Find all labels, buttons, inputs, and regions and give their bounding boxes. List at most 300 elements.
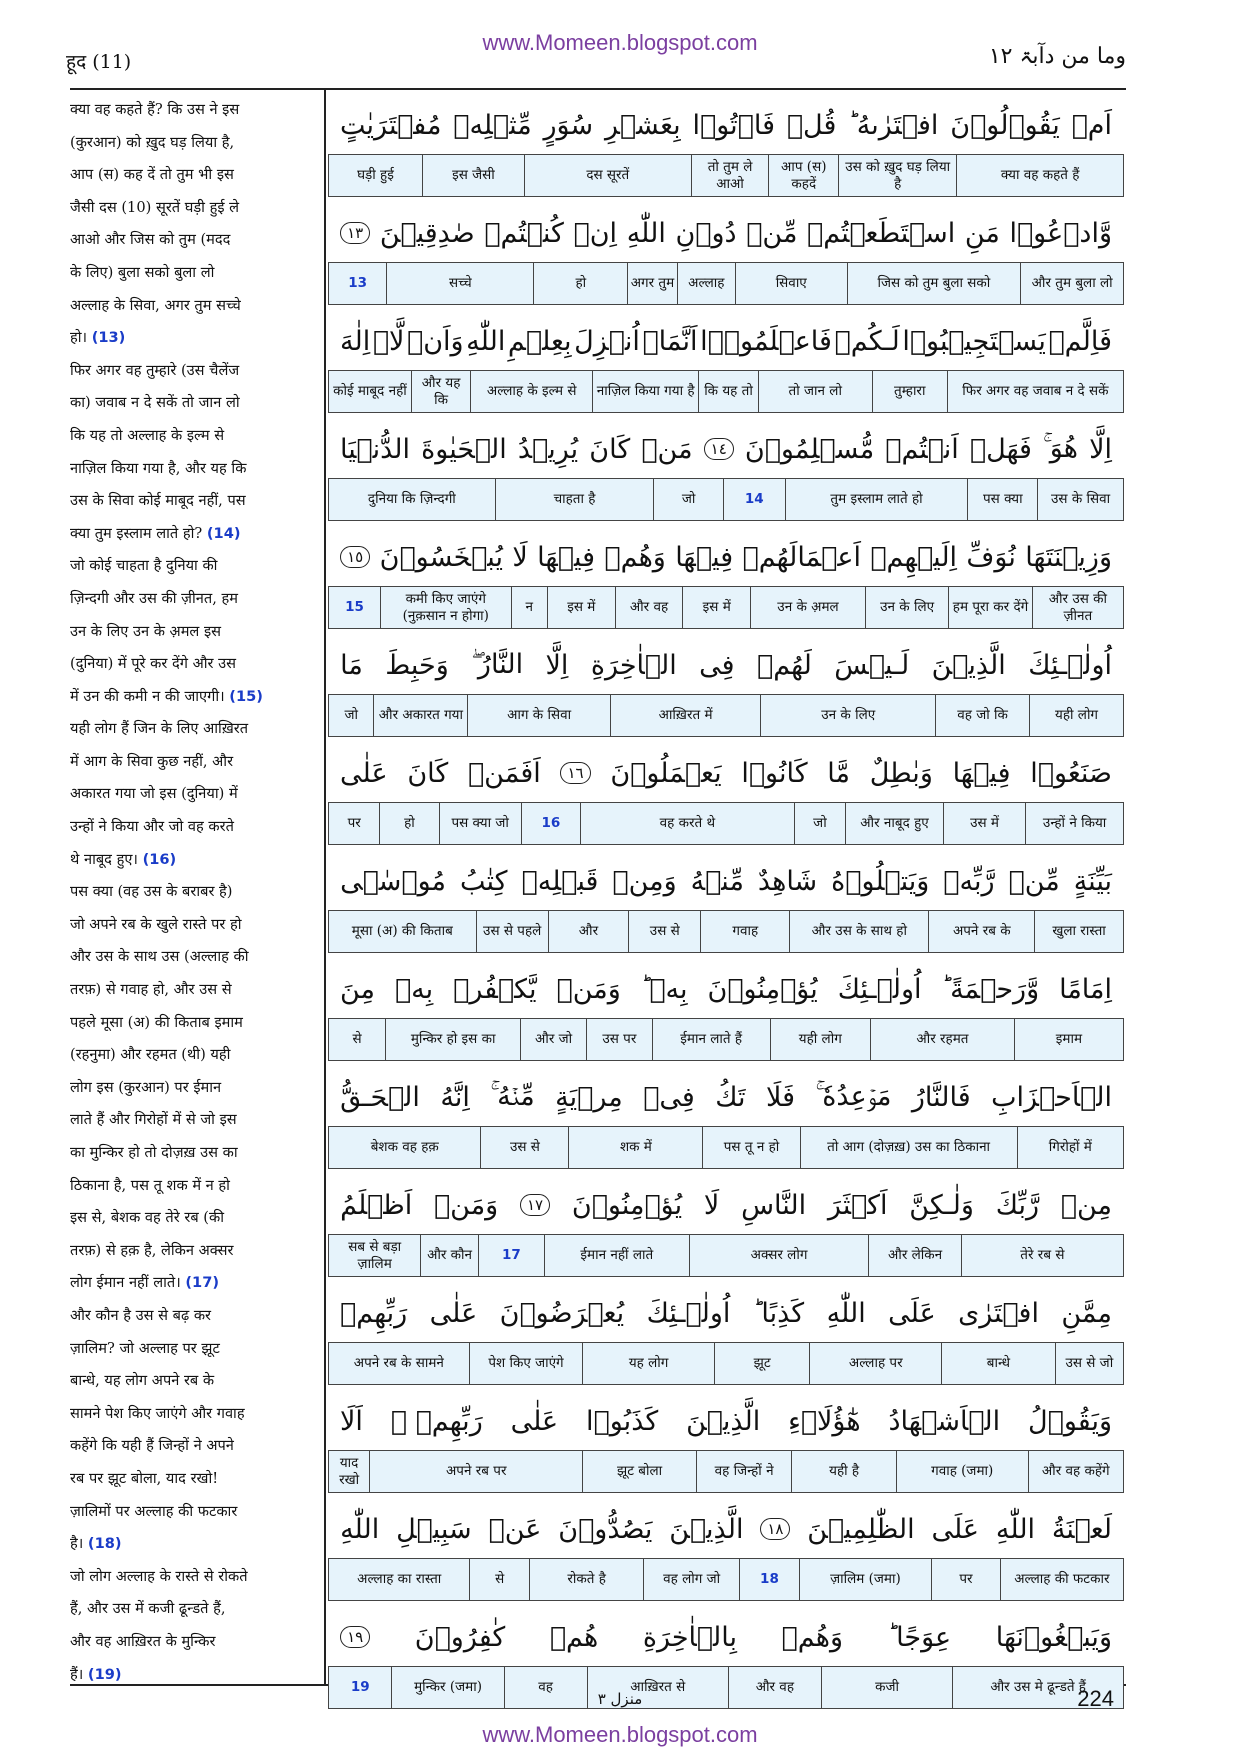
translation-line: में आग के सिवा कुछ नहीं, और bbox=[70, 752, 234, 770]
arabic-line bbox=[326, 1176, 1126, 1234]
arabic-word: فَاۡتُوۡا bbox=[692, 109, 775, 141]
arabic-word: هُوَ ۚ bbox=[1043, 433, 1078, 464]
arabic-word: سُوَرٍ bbox=[543, 109, 594, 141]
gloss-cell: तो तुम ले आओ bbox=[691, 155, 769, 196]
gloss-cell: अपने रब के bbox=[928, 911, 1034, 952]
translation-line: जो अपने रब के खुले रास्ते पर हो bbox=[70, 915, 242, 933]
translation-text: है। bbox=[70, 1535, 84, 1553]
arabic-word: مَّا bbox=[827, 757, 850, 789]
gloss-cell: कमी किए जाएंगे (नुक़सान न होगा) bbox=[380, 587, 510, 628]
gloss-cell: बेशक वह हक़ bbox=[370, 1139, 439, 1155]
gloss-cell: जो bbox=[344, 707, 358, 723]
gloss-row bbox=[328, 1450, 1124, 1493]
arabic-word: وَهُمۡ bbox=[781, 1621, 843, 1653]
gloss-cell: उन के लिए bbox=[760, 695, 935, 736]
arabic-word: النَّارُ ۖ bbox=[471, 649, 524, 680]
translation-text: थे नाबूद हुए। bbox=[70, 850, 138, 868]
verse-block bbox=[326, 1280, 1126, 1388]
gloss-cell: दुनिया कि ज़िन्दगी bbox=[367, 491, 456, 507]
arabic-word: الۡاٰخِرَةِ bbox=[590, 649, 677, 681]
arabic-word: اِلٰهَ bbox=[340, 325, 371, 357]
gloss-row bbox=[328, 1342, 1124, 1385]
gloss-cell: झूट बोला bbox=[582, 1451, 696, 1492]
translation-line: उस के सिवा कोई माबूद नहीं, पस bbox=[70, 492, 246, 510]
gloss-verse-number: 16 bbox=[521, 803, 580, 844]
gloss-cell: उस से पहले bbox=[476, 911, 548, 952]
arabic-word: مِّنۡهُ ۚ bbox=[490, 1081, 535, 1112]
gloss-cell: उस से bbox=[480, 1127, 568, 1168]
arabic-word: شَاهِدٌ bbox=[757, 865, 818, 897]
gloss-verse-number: 15 bbox=[345, 599, 364, 615]
arabic-word: لَـكُمۡ bbox=[834, 325, 900, 357]
gloss-cell: अगर तुम bbox=[627, 263, 676, 304]
gloss-row bbox=[328, 1234, 1124, 1277]
gloss-cell: अल्लाह के इल्म से bbox=[470, 371, 592, 412]
arabic-word: اِلَيۡهِمۡ bbox=[870, 541, 958, 573]
arabic-word: يَّكۡفُرۡ bbox=[453, 973, 537, 1005]
gloss-cell: ज़ालिम (जमा) bbox=[799, 1559, 931, 1600]
translation-line: अकारत गया जो इस (दुनिया) में bbox=[70, 785, 238, 803]
arabic-word: رَبِّهِمۡ bbox=[340, 1297, 408, 1329]
translation-line: इस से, बेशक वह तेरे रब (की bbox=[70, 1209, 224, 1227]
arabic-line bbox=[326, 744, 1126, 802]
gloss-cell: न bbox=[511, 587, 547, 628]
arabic-word: عِوَجًا ؕ bbox=[887, 1621, 952, 1653]
gloss-cell: वह लोग जो bbox=[643, 1559, 739, 1600]
translation-line: फिर अगर वह तुम्हारे (उस चैलेंज bbox=[70, 361, 240, 379]
verse-block bbox=[326, 1496, 1126, 1604]
translation-line bbox=[70, 681, 316, 714]
arabic-word: لَا bbox=[703, 1189, 720, 1221]
gloss-row bbox=[328, 586, 1124, 629]
translation-text: हैं। bbox=[70, 1665, 84, 1683]
gloss-cell: उस से bbox=[628, 911, 700, 952]
arabic-word: مَنِ bbox=[964, 217, 1000, 249]
hindi-translation-column bbox=[70, 94, 316, 1691]
gloss-cell: अल्लाह पर bbox=[809, 1343, 941, 1384]
word-by-word-column bbox=[326, 92, 1126, 1695]
ayah-end-marker: ١٦ bbox=[560, 762, 590, 784]
gloss-cell: और लेकिन bbox=[868, 1235, 960, 1276]
arabic-word: اُولٰۤـئِكَ bbox=[837, 973, 922, 1005]
gloss-cell: क्या वह कहते हैं bbox=[956, 155, 1123, 196]
arabic-word: اَنۡتُمۡ bbox=[885, 433, 959, 465]
verse-number: (14) bbox=[206, 524, 241, 542]
gloss-cell: उस से जो bbox=[1055, 1343, 1123, 1384]
arabic-word: مِمَّنِ bbox=[1061, 1297, 1112, 1329]
arabic-line bbox=[326, 528, 1126, 586]
arabic-word: وَيَبۡغُوۡنَهَا bbox=[995, 1621, 1112, 1653]
arabic-word: وَمَنۡ bbox=[556, 973, 621, 1005]
arabic-word: كَذَبُوۡا bbox=[586, 1405, 659, 1437]
gloss-cell: याद रखो bbox=[339, 1454, 360, 1488]
verse-number: (15) bbox=[229, 687, 263, 705]
arabic-word: يَعۡمَلُوۡنَ bbox=[610, 757, 722, 789]
arabic-word: يَصُدُّوۡنَ bbox=[558, 1513, 653, 1545]
arabic-word: تَكُ bbox=[715, 1081, 746, 1113]
arabic-word: وَهُمۡ bbox=[604, 541, 666, 573]
gloss-cell: और वह कहेंगे bbox=[1028, 1451, 1123, 1492]
gloss-cell: फिर अगर वह जवाब न दे सकें bbox=[947, 371, 1123, 412]
gloss-cell: और उस मे ढून्डते हैं bbox=[952, 1667, 1123, 1708]
gloss-cell: चाहता है bbox=[495, 479, 654, 520]
gloss-row bbox=[328, 478, 1124, 521]
gloss-cell: वह जिन्हों ने bbox=[696, 1451, 791, 1492]
gloss-cell: नाज़िल किया गया है bbox=[592, 371, 698, 412]
gloss-cell: आख़िरत में bbox=[610, 695, 761, 736]
arabic-word: مِّنۡهُ bbox=[690, 865, 744, 897]
translation-line: पहले मूसा (अ) की किताब इमाम bbox=[70, 1013, 243, 1031]
arabic-word: اسۡتَطَعۡتُمۡ bbox=[807, 217, 956, 249]
gloss-cell: से bbox=[352, 1031, 362, 1047]
arabic-word: اِلَّا bbox=[1089, 433, 1112, 465]
arabic-word: صٰدِقِيۡنَ bbox=[379, 217, 475, 249]
gloss-row bbox=[328, 370, 1124, 413]
arabic-word: لَّاۤ bbox=[372, 325, 405, 357]
gloss-cell: उन के अ़मल bbox=[750, 587, 865, 628]
arabic-word: كُنۡتُمۡ bbox=[484, 217, 564, 249]
gloss-cell: मुन्किर हो इस का bbox=[385, 1019, 520, 1060]
verse-number: (16) bbox=[142, 850, 177, 868]
gloss-cell: अल्लाह की फटकार bbox=[1000, 1559, 1123, 1600]
translation-line: लाते हैं और गिरोहों में से जो इस bbox=[70, 1111, 237, 1129]
arabic-word: الۡحَيٰوةَ bbox=[421, 433, 507, 465]
arabic-word: الَّذِيۡنَ bbox=[686, 1405, 761, 1437]
arabic-word: كٰفِرُوۡنَ bbox=[414, 1621, 506, 1653]
gloss-row bbox=[328, 1126, 1124, 1169]
gloss-cell: उस को ख़ुद घड़ लिया है bbox=[838, 155, 956, 196]
arabic-word: بِعَشۡرِ bbox=[604, 109, 681, 141]
translation-line: जो कोई चाहता है दुनिया की bbox=[70, 557, 218, 575]
gloss-cell: इस में bbox=[682, 587, 750, 628]
gloss-cell: और उस के साथ हो bbox=[789, 911, 928, 952]
arabic-line bbox=[326, 1608, 1126, 1666]
translation-line: (दुनिया) में पूरे कर देंगे और उस bbox=[70, 655, 236, 673]
translation-line: उन्हों ने किया और जो वह करते bbox=[70, 818, 234, 836]
arabic-word: كَانَ bbox=[589, 433, 631, 465]
arabic-word: بِالۡاٰخِرَةِ bbox=[642, 1621, 737, 1653]
arabic-word: الَّذِيۡنَ bbox=[669, 1513, 744, 1545]
gloss-cell: उस पर bbox=[586, 1019, 652, 1060]
gloss-cell: गवाह (जमा) bbox=[896, 1451, 1028, 1492]
arabic-word: افۡتَرٰٮهُ ؕ bbox=[848, 109, 939, 141]
gloss-cell: इस जैसी bbox=[422, 155, 524, 196]
verse-block bbox=[326, 200, 1126, 308]
arabic-word: اَفَمَنۡ bbox=[467, 757, 541, 789]
arabic-word: مُوۡسٰۤى bbox=[340, 865, 447, 897]
verse-block bbox=[326, 416, 1126, 524]
translation-line: पस क्या (वह उस के बराबर है) bbox=[70, 883, 233, 901]
verse-block bbox=[326, 92, 1126, 200]
arabic-word: مِّثۡلِهٖ bbox=[453, 109, 532, 141]
arabic-word: كَانُوۡا bbox=[741, 757, 808, 789]
arabic-word: لَهُمۡ bbox=[757, 649, 812, 681]
arabic-line bbox=[326, 204, 1126, 262]
arabic-word: وَحَبِطَ bbox=[385, 649, 449, 681]
arabic-word: كَانَ bbox=[407, 757, 449, 789]
gloss-cell: और उस की ज़ीनत bbox=[1032, 587, 1123, 628]
gloss-cell: हो bbox=[533, 263, 627, 304]
translation-line: के लिए) बुला सको बुला लो bbox=[70, 263, 215, 281]
arabic-word: اللّٰهِ bbox=[466, 325, 506, 357]
arabic-word: عَلَى bbox=[931, 1513, 980, 1545]
arabic-line bbox=[326, 1068, 1126, 1126]
translation-line: ज़ालिम? जो अल्लाह पर झूट bbox=[70, 1339, 220, 1357]
translation-line: और कौन है उस से बढ़ कर bbox=[70, 1306, 212, 1324]
arabic-word: اَظۡلَمُ bbox=[340, 1189, 413, 1221]
arabic-word: اُنۡزِلَ bbox=[574, 325, 640, 357]
gloss-cell: घड़ी हुई bbox=[357, 167, 394, 183]
translation-line: आप (स) कह दें तो तुम भी इस bbox=[70, 166, 234, 184]
ayah-end-marker: ١٩ bbox=[340, 1626, 370, 1648]
arabic-word: اللّٰهِ bbox=[995, 1513, 1036, 1545]
arabic-word: رَبِّهِمۡ ۚ bbox=[390, 1405, 483, 1437]
gloss-cell: और यह कि bbox=[411, 371, 470, 412]
arabic-word: يُؤۡمِنُوۡنَ bbox=[707, 973, 818, 1005]
gloss-cell: पस तू न हो bbox=[702, 1127, 799, 1168]
gloss-cell: हम पूरा कर देंगे bbox=[948, 587, 1031, 628]
translation-line: (कुरआन) को ख़ुद घड़ लिया है, bbox=[70, 133, 235, 151]
gloss-cell: आख़िरत से bbox=[587, 1667, 728, 1708]
arabic-word: صَنَعُوۡا bbox=[1030, 757, 1112, 789]
arabic-line bbox=[326, 1392, 1126, 1450]
gloss-cell: तो जान लो bbox=[758, 371, 872, 412]
verse-block bbox=[326, 1172, 1126, 1280]
gloss-cell: तुम्हारा bbox=[872, 371, 947, 412]
translation-line: ज़िन्दगी और उस की ज़ीनत, हम bbox=[70, 589, 238, 607]
arabic-word: فِى bbox=[699, 649, 735, 681]
gloss-cell: जो bbox=[794, 803, 845, 844]
para-name-header: وما من دآبۃ ١٢ bbox=[988, 44, 1126, 69]
translation-line: जो लोग अल्लाह के रास्ते से रोकते bbox=[70, 1567, 248, 1585]
gloss-cell: बान्धे bbox=[941, 1343, 1055, 1384]
gloss-cell: से bbox=[469, 1559, 529, 1600]
gloss-cell: और वह bbox=[615, 587, 683, 628]
arabic-word: كَذِبًا ؕ bbox=[752, 1297, 805, 1329]
gloss-cell: सब से बड़ा ज़ालिम bbox=[348, 1238, 402, 1272]
translation-line: उन के लिए उन के अ़मल इस bbox=[70, 622, 221, 640]
arabic-word: وَلٰـكِنَّ bbox=[909, 1189, 974, 1221]
gloss-cell: सिवाए bbox=[735, 263, 847, 304]
arabic-word: بِهٖ bbox=[394, 973, 434, 1005]
page-number: 224 bbox=[1077, 1686, 1114, 1711]
arabic-word: وَّادۡعُوۡا bbox=[1009, 217, 1112, 249]
gloss-cell: झूट bbox=[714, 1343, 809, 1384]
gloss-verse-number: 19 bbox=[350, 1679, 370, 1695]
arabic-word: بِعِلۡمِ bbox=[507, 325, 572, 357]
arabic-word: فَاعۡلَمُوۡۤا bbox=[700, 325, 832, 357]
arabic-line bbox=[326, 960, 1126, 1018]
arabic-word: سَبِيۡلِ bbox=[396, 1513, 472, 1545]
translation-line: क्या वह कहते हैं? कि उस ने इस bbox=[70, 101, 240, 118]
gloss-cell: सच्चे bbox=[386, 263, 533, 304]
arabic-word: هُمۡ bbox=[549, 1621, 599, 1653]
arabic-word: اَمۡ bbox=[1071, 109, 1112, 141]
gloss-cell: यही लोग bbox=[770, 1019, 870, 1060]
arabic-word: الدُّنۡيَا bbox=[340, 433, 411, 465]
gloss-verse-number: 13 bbox=[348, 275, 368, 291]
translation-line: और उस के साथ उस (अल्लाह की bbox=[70, 948, 249, 966]
gloss-cell: आप (स) कहदें bbox=[768, 155, 838, 196]
gloss-verse-number: 17 bbox=[478, 1235, 544, 1276]
translation-line: अल्लाह के सिवा, अगर तुम सच्चे bbox=[70, 296, 241, 314]
verse-block bbox=[326, 1388, 1126, 1496]
translation-line: का) जवाब न दे सकें तो जान लो bbox=[70, 394, 240, 412]
arabic-word: فِيۡهَا bbox=[537, 541, 596, 573]
verse-number: (19) bbox=[87, 1665, 122, 1683]
translation-line bbox=[70, 1267, 316, 1300]
verse-number: (13) bbox=[91, 329, 126, 347]
gloss-cell: पस क्या जो bbox=[439, 803, 521, 844]
arabic-word: الظّٰلِمِيۡنَ bbox=[807, 1513, 915, 1545]
gloss-row bbox=[328, 262, 1124, 305]
arabic-word: يُرِيۡدُ bbox=[517, 433, 579, 465]
gloss-cell: इमाम bbox=[1014, 1019, 1123, 1060]
translation-line: कहेंगे कि यही हैं जिन्हों ने अपने bbox=[70, 1437, 234, 1455]
gloss-verse-number: 18 bbox=[739, 1559, 799, 1600]
translation-line: आओ और जिस को तुम (मदद bbox=[70, 231, 231, 249]
gloss-cell: और अकारत गया bbox=[373, 695, 467, 736]
arabic-word: رَّبِّكَ bbox=[995, 1189, 1040, 1221]
arabic-word: الۡحَـقُّ bbox=[340, 1081, 420, 1113]
arabic-word: اُولٰۤـئِكَ bbox=[1028, 649, 1112, 681]
gloss-cell: तुम इस्लाम लाते हो bbox=[785, 479, 968, 520]
arabic-word: فِيۡهَا bbox=[675, 541, 734, 573]
arabic-word: اَلَا bbox=[340, 1405, 363, 1437]
translation-line bbox=[70, 518, 316, 551]
arabic-word: مِّنۡ bbox=[746, 217, 798, 249]
translation-line: बान्धे, यह लोग अपने रब के bbox=[70, 1372, 215, 1390]
gloss-cell: अल्लाह का रास्ता bbox=[357, 1571, 442, 1587]
gloss-cell: पर bbox=[347, 815, 361, 831]
translation-line: तरफ़) से गवाह हो, और उस से bbox=[70, 981, 232, 999]
arabic-word: يُعۡرَضُوۡنَ bbox=[499, 1297, 625, 1329]
translation-line: कि यह तो अल्लाह के इल्म से bbox=[70, 426, 225, 444]
arabic-word: اِلَّا bbox=[545, 649, 569, 681]
translation-line: (रहनुमा) और रहमत (थी) यही bbox=[70, 1046, 231, 1064]
arabic-word: مَوۡعِدُهٗ ۚ bbox=[815, 1081, 892, 1112]
arabic-word: يَسۡتَجِيۡبُوۡا bbox=[902, 325, 1046, 357]
translation-line: नाज़िल किया गया है, और यह कि bbox=[70, 459, 247, 477]
arabic-word: مِنَ bbox=[340, 973, 376, 1005]
arabic-word: الَّذِيۡنَ bbox=[931, 649, 1006, 681]
arabic-word: مِنۡ bbox=[1060, 1189, 1112, 1221]
arabic-word: يَقُوۡلُوۡنَ bbox=[950, 109, 1060, 141]
gloss-cell: कि यह तो bbox=[698, 371, 757, 412]
gloss-cell: वह bbox=[504, 1667, 587, 1708]
gloss-row bbox=[328, 910, 1124, 953]
arabic-line bbox=[326, 852, 1126, 910]
gloss-cell: अक्सर लोग bbox=[689, 1235, 869, 1276]
gloss-cell: गवाह bbox=[700, 911, 789, 952]
arabic-word: فَهَلۡ bbox=[969, 433, 1032, 465]
arabic-word: قُلۡ bbox=[786, 109, 837, 141]
arabic-word: كِتٰبُ bbox=[460, 865, 508, 897]
translation-line: सामने पेश किए जाएंगे और गवाह bbox=[70, 1404, 245, 1422]
arabic-word: النَّاسِ bbox=[741, 1189, 807, 1221]
verse-block bbox=[326, 524, 1126, 632]
gloss-cell: जो bbox=[653, 479, 723, 520]
arabic-word: لَا bbox=[512, 541, 528, 573]
gloss-cell: पेश किए जाएंगे bbox=[469, 1343, 583, 1384]
arabic-word: قَبۡلِهٖ bbox=[521, 865, 599, 897]
arabic-line bbox=[326, 420, 1126, 478]
gloss-cell: यही है bbox=[791, 1451, 896, 1492]
translation-text: लोग ईमान नहीं लाते। bbox=[70, 1274, 181, 1292]
gloss-cell: उन्हों ने किया bbox=[1025, 803, 1123, 844]
arabic-word: وَمَنۡ bbox=[433, 1189, 499, 1221]
arabic-word: اَنَّمَاۤ bbox=[642, 325, 698, 357]
gloss-cell: रोकते है bbox=[529, 1559, 643, 1600]
gloss-cell: मूसा (अ) की किताब bbox=[351, 923, 453, 939]
arabic-word: الۡاَشۡهَادُ bbox=[888, 1405, 1001, 1437]
arabic-word: مَا bbox=[340, 649, 363, 681]
ayah-end-marker: ١٨ bbox=[760, 1518, 790, 1540]
arabic-word: وَزِيۡنَتَهَا bbox=[1025, 541, 1112, 573]
manzil-marker: منزل ٣ bbox=[597, 1690, 643, 1708]
arabic-line bbox=[326, 1500, 1126, 1558]
translation-line: तरफ़) से हक़ है, लेकिन अक्सर bbox=[70, 1241, 234, 1259]
gloss-cell: और तुम बुला लो bbox=[1020, 263, 1123, 304]
gloss-cell: यही लोग bbox=[1029, 695, 1123, 736]
gloss-cell: तेरे रब से bbox=[961, 1235, 1123, 1276]
arabic-word: اِنۡ bbox=[573, 217, 618, 249]
translation-line: यही लोग हैं जिन के लिए आख़िरत bbox=[70, 720, 249, 738]
arabic-word: اللّٰهِ bbox=[626, 217, 666, 249]
arabic-word: وَيَتۡلُوۡهُ bbox=[831, 865, 930, 897]
gloss-cell: मुन्किर (जमा) bbox=[391, 1667, 503, 1708]
arabic-word: يُبۡخَسُوۡنَ bbox=[379, 541, 503, 573]
site-url-top: www.Momeen.blogspot.com bbox=[482, 30, 758, 55]
verse-block bbox=[326, 848, 1126, 956]
translation-line: का मुन्किर हो तो दोज़ख़ उस का bbox=[70, 1144, 238, 1161]
arabic-word: هٰٓؤُلَاۤءِ bbox=[788, 1405, 861, 1437]
arabic-word: وَيَقُوۡلُ bbox=[1028, 1405, 1112, 1437]
verse-block bbox=[326, 1064, 1126, 1172]
gloss-cell: वह जो कि bbox=[935, 695, 1029, 736]
translation-line: ठिकाना है, पस तू शक में न हो bbox=[70, 1176, 230, 1194]
translation-line: रब पर झूट बोला, याद रखो! bbox=[70, 1469, 219, 1487]
verse-block bbox=[326, 308, 1126, 416]
arabic-word: عَلٰى bbox=[340, 757, 388, 789]
gloss-cell: उस के सिवा bbox=[1037, 479, 1123, 520]
arabic-word: لَعۡنَةُ bbox=[1051, 1513, 1112, 1545]
arabic-word: اَعۡمَالَهُمۡ bbox=[742, 541, 861, 573]
gloss-cell: और रहमत bbox=[870, 1019, 1014, 1060]
gloss-cell: अपने रब के सामने bbox=[353, 1355, 444, 1371]
arabic-word: وَبٰطِلٌ bbox=[869, 757, 933, 789]
arabic-word: مُفۡتَرَيٰتٍ bbox=[340, 109, 442, 141]
translation-line: और वह आख़िरत के मुन्किर bbox=[70, 1632, 216, 1650]
ayah-end-marker: ١٣ bbox=[340, 222, 370, 244]
arabic-word: مُّسۡلِمُوۡنَ bbox=[744, 433, 875, 465]
gloss-cell: अल्लाह bbox=[677, 263, 735, 304]
gloss-cell: तो आग (दोज़ख़) उस का ठिकाना bbox=[800, 1127, 1017, 1168]
arabic-word: مِرۡيَةٍ bbox=[555, 1081, 623, 1113]
arabic-word: اِمَامًا bbox=[1059, 973, 1112, 1005]
gloss-cell: यह लोग bbox=[582, 1343, 714, 1384]
gloss-cell: और वह bbox=[728, 1667, 821, 1708]
gloss-cell: वह करते थे bbox=[580, 803, 794, 844]
ayah-end-marker: ١٧ bbox=[520, 1194, 550, 1216]
arabic-word: اَكۡثَرَ bbox=[827, 1189, 888, 1221]
gloss-cell: दस सूरतें bbox=[524, 155, 691, 196]
translation-line: ज़ालिमों पर अल्लाह की फटकार bbox=[70, 1502, 238, 1520]
verse-number: (18) bbox=[87, 1535, 122, 1553]
gloss-cell: गिरोहों में bbox=[1017, 1127, 1123, 1168]
arabic-word: الۡاَحۡزَابِ bbox=[991, 1081, 1112, 1113]
arabic-word: اُولٰۤـئِكَ bbox=[646, 1297, 731, 1329]
